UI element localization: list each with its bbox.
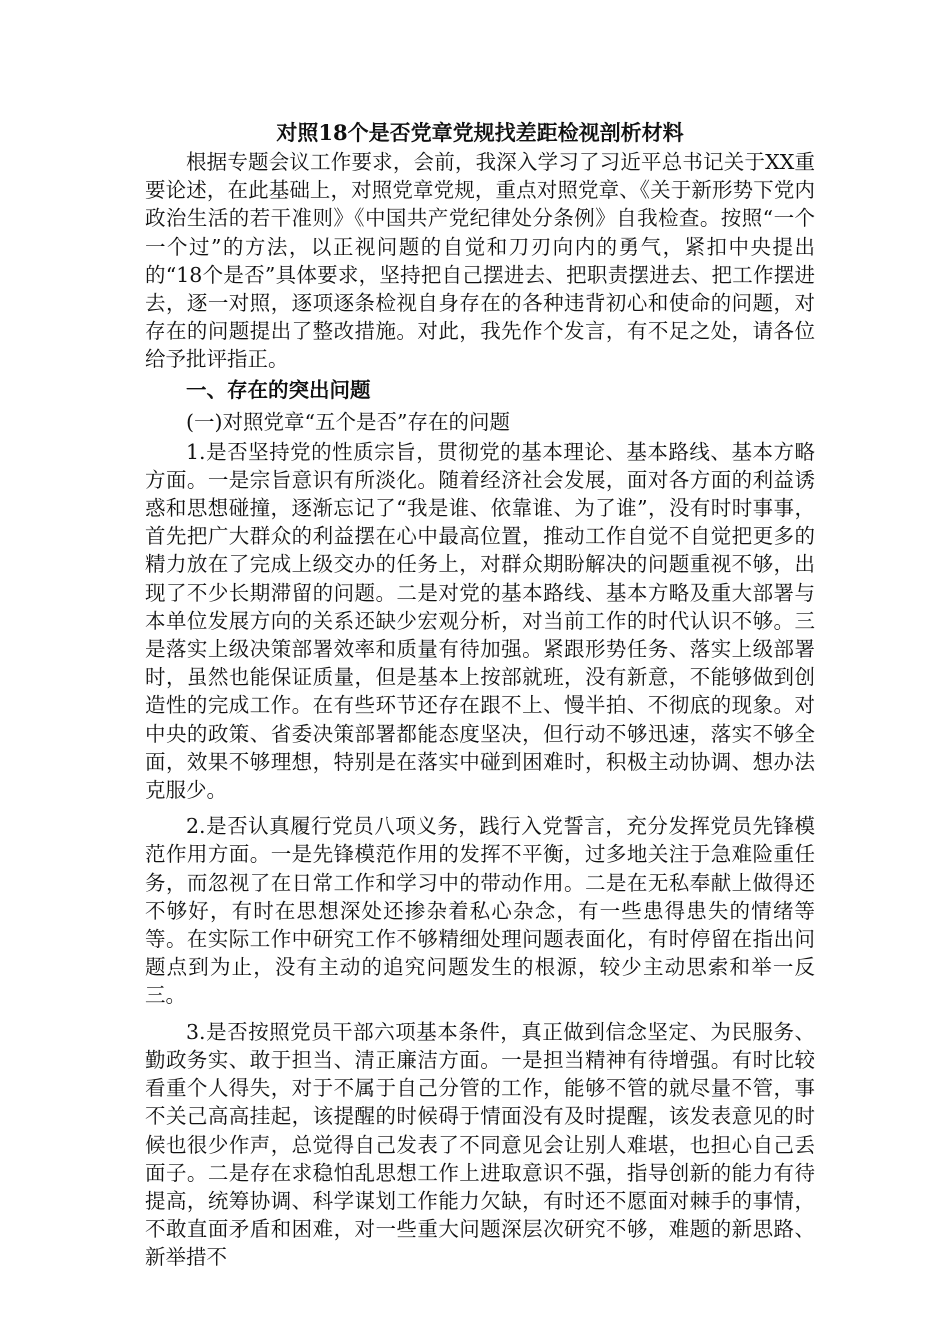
- item-paragraph-1: 1.是否坚持党的性质宗旨，贯彻党的基本理论、基本路线、基本方略方面。一是宗旨意识有所淡化。随着经济社会发展，面对各方面的利益诱惑和思想碰撞，逐渐忘记了“我是谁、依靠谁、为了谁”，没有时时事事，首先把广大群众的利益摆在心中最高位置，推动工作自觉不自觉把更多的精力放在了完成上级交办的任务上，对群众期盼解决的问题重视不够，出现了不少长期滞留的问题。二是对党的基本路线、基本方略及重大部署与本单位发展方向的关系还缺少宏观分析，对当前工作的时代认识不够。三是落实上级决策部署效率和质量有待加强。紧跟形势任务、落实上级部署时，虽然也能保证质量，但是基本上按部就班，没有新意，不能够做到创造性的完成工作。在有些环节还存在跟不上、慢半拍、不彻底的现象。对中央的政策、省委决策部署都能态度坚决，但行动不够迅速，落实不够全面，效果不够理想，特别是在落实中碰到困难时，积极主动协调、想办法克服少。: [145, 439, 815, 803]
- document-page: [145, 118, 815, 1272]
- intro-paragraph: 根据专题会议工作要求，会前，我深入学习了习近平总书记关于XX重要论述，在此基础上，对照党章党规，重点对照党章、《关于新形势下党内政治生活的若干准则》《中国共产党纪律处分条例》自我检查。按照“一个一个过”的方法，以正视问题的自觉和刀刃向内的勇气，紧扣中央提出的“18个是否”具体要求，坚持把自己摆进去、把职责摆进去、把工作摆进去，逐一对照，逐项逐条检视自身存在的各种违背初心和使命的问题，对存在的问题提出了整改措施。对此，我先作个发言，有不足之处，请各位给予批评指正。: [145, 150, 815, 372]
- document-title: 对照18个是否党章党规找差距检视剖析材料: [276, 120, 684, 145]
- item-paragraph-3: 3.是否按照党员干部六项基本条件，真正做到信念坚定、为民服务、勤政务实、敢于担当、清正廉洁方面。一是担当精神有待增强。有时比较看重个人得失，对于不属于自己分管的工作，能够不管的就尽量不管，事不关己高高挂起，该提醒的时候碍于情面没有及时提醒，该发表意见的时候也很少作声，总觉得自己发表了不同意见会让别人难堪，也担心自己丢面子。二是存在求稳怕乱思想工作上进取意识不强，指导创新的能力有待提高，统筹协调、科学谋划工作能力欠缺，有时还不愿面对棘手的事情，不敢直面矛盾和困难，对一些重大问题深层次研究不够，难题的新思路、新举措不: [145, 1019, 815, 1270]
- section-heading: 一、存在的突出问题: [186, 377, 371, 402]
- item-paragraph-2: 2.是否认真履行党员八项义务，践行入党誓言，充分发挥党员先锋模范作用方面。一是先锋模范作用的发挥不平衡，过多地关注于急难险重任务，而忽视了在日常工作和学习中的带动作用。二是在无私奉献上做得还不够好，有时在思想深处还掺杂着私心杂念，有一些患得患失的情绪等等。在实际工作中研究工作不够精细处理问题表面化，有时停留在指出问题点到为止，没有主动的追究问题发生的根源，较少主动思索和举一反三。: [145, 814, 815, 1008]
- subsection-heading: (一)对照党章“五个是否”存在的问题: [186, 409, 510, 434]
